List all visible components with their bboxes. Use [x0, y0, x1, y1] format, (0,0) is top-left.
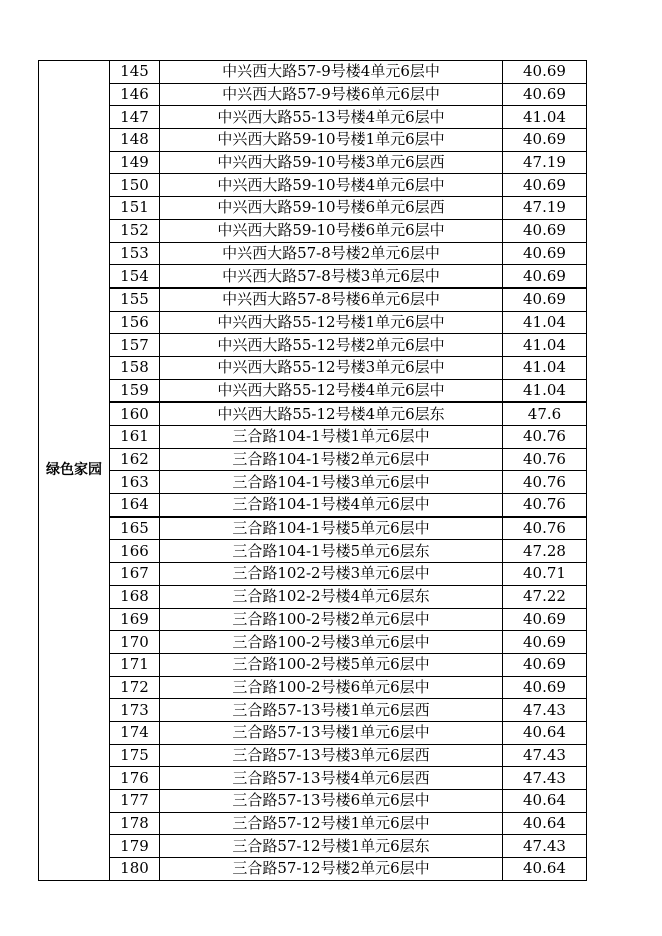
- address-cell: 三合路57-13号楼1单元6层西: [160, 699, 503, 722]
- group-label-cell: 绿色家园: [39, 61, 110, 881]
- area-cell: 47.22: [503, 585, 587, 608]
- row-number-cell: 167: [110, 563, 160, 586]
- area-cell: 40.64: [503, 812, 587, 835]
- table-row: [39, 858, 587, 881]
- row-number-cell: 158: [110, 356, 160, 379]
- area-cell: 40.69: [503, 174, 587, 197]
- row-number-cell: 156: [110, 311, 160, 334]
- area-cell: 40.64: [503, 858, 587, 881]
- area-cell: 47.19: [503, 151, 587, 174]
- row-number-cell: 148: [110, 129, 160, 152]
- table-body: [39, 61, 587, 881]
- area-cell: 40.69: [503, 61, 587, 84]
- address-cell: 三合路104-1号楼2单元6层中: [160, 448, 503, 471]
- address-cell: 三合路104-1号楼3单元6层中: [160, 471, 503, 494]
- table-row: [39, 448, 587, 471]
- area-cell: 40.64: [503, 790, 587, 813]
- address-cell: 三合路104-1号楼4单元6层中: [160, 494, 503, 517]
- area-cell: 40.69: [503, 129, 587, 152]
- area-cell: 40.76: [503, 448, 587, 471]
- address-cell: 三合路57-13号楼4单元6层西: [160, 767, 503, 790]
- area-cell: 40.69: [503, 83, 587, 106]
- row-number-cell: 154: [110, 265, 160, 288]
- area-cell: 41.04: [503, 311, 587, 334]
- table-row: [39, 174, 587, 197]
- address-cell: 中兴西大路55-12号楼4单元6层东: [160, 402, 503, 425]
- table-row: [39, 767, 587, 790]
- row-number-cell: 153: [110, 242, 160, 265]
- area-cell: 40.69: [503, 288, 587, 311]
- address-cell: 中兴西大路57-8号楼6单元6层中: [160, 288, 503, 311]
- address-cell: 三合路100-2号楼5单元6层中: [160, 653, 503, 676]
- address-cell: 中兴西大路59-10号楼6单元6层西: [160, 197, 503, 220]
- area-cell: 40.76: [503, 517, 587, 540]
- address-cell: 三合路104-1号楼1单元6层中: [160, 426, 503, 449]
- table-row: [39, 356, 587, 379]
- area-cell: 40.64: [503, 721, 587, 744]
- table-row: [39, 242, 587, 265]
- area-cell: 40.76: [503, 426, 587, 449]
- table-row: [39, 265, 587, 288]
- table-row: [39, 311, 587, 334]
- address-cell: 三合路102-2号楼4单元6层东: [160, 585, 503, 608]
- address-cell: 中兴西大路55-13号楼4单元6层中: [160, 106, 503, 129]
- address-cell: 三合路57-13号楼6单元6层中: [160, 790, 503, 813]
- table-row: [39, 540, 587, 563]
- address-cell: 三合路102-2号楼3单元6层中: [160, 563, 503, 586]
- row-number-cell: 159: [110, 379, 160, 402]
- row-number-cell: 151: [110, 197, 160, 220]
- address-cell: 三合路100-2号楼2单元6层中: [160, 608, 503, 631]
- area-cell: 40.76: [503, 494, 587, 517]
- area-cell: 41.04: [503, 106, 587, 129]
- address-cell: 三合路57-12号楼1单元6层中: [160, 812, 503, 835]
- table-row: [39, 426, 587, 449]
- table-row: [39, 721, 587, 744]
- row-number-cell: 175: [110, 744, 160, 767]
- table-row: [39, 197, 587, 220]
- address-cell: 中兴西大路59-10号楼1单元6层中: [160, 129, 503, 152]
- row-number-cell: 155: [110, 288, 160, 311]
- address-cell: 三合路57-13号楼3单元6层西: [160, 744, 503, 767]
- area-cell: 47.43: [503, 744, 587, 767]
- row-number-cell: 152: [110, 219, 160, 242]
- row-number-cell: 174: [110, 721, 160, 744]
- address-cell: 三合路57-12号楼1单元6层东: [160, 835, 503, 858]
- table-row: [39, 61, 587, 84]
- row-number-cell: 172: [110, 676, 160, 699]
- row-number-cell: 164: [110, 494, 160, 517]
- row-number-cell: 149: [110, 151, 160, 174]
- address-cell: 中兴西大路59-10号楼6单元6层中: [160, 219, 503, 242]
- table-row: [39, 106, 587, 129]
- address-cell: 中兴西大路57-8号楼3单元6层中: [160, 265, 503, 288]
- address-cell: 中兴西大路55-12号楼2单元6层中: [160, 334, 503, 357]
- table-row: [39, 744, 587, 767]
- table-row: [39, 812, 587, 835]
- row-number-cell: 169: [110, 608, 160, 631]
- table-row: [39, 83, 587, 106]
- address-cell: 中兴西大路55-12号楼1单元6层中: [160, 311, 503, 334]
- row-number-cell: 166: [110, 540, 160, 563]
- area-cell: 40.69: [503, 242, 587, 265]
- area-cell: 40.69: [503, 219, 587, 242]
- area-cell: 40.69: [503, 608, 587, 631]
- address-cell: 中兴西大路59-10号楼3单元6层西: [160, 151, 503, 174]
- address-cell: 中兴西大路55-12号楼4单元6层中: [160, 379, 503, 402]
- address-cell: 中兴西大路57-9号楼6单元6层中: [160, 83, 503, 106]
- row-number-cell: 165: [110, 517, 160, 540]
- row-number-cell: 146: [110, 83, 160, 106]
- address-cell: 中兴西大路59-10号楼4单元6层中: [160, 174, 503, 197]
- address-cell: 三合路100-2号楼6单元6层中: [160, 676, 503, 699]
- row-number-cell: 162: [110, 448, 160, 471]
- area-cell: 40.71: [503, 563, 587, 586]
- row-number-cell: 177: [110, 790, 160, 813]
- area-cell: 47.19: [503, 197, 587, 220]
- table-row: [39, 471, 587, 494]
- address-cell: 中兴西大路57-8号楼2单元6层中: [160, 242, 503, 265]
- table-row: [39, 288, 587, 311]
- row-number-cell: 173: [110, 699, 160, 722]
- address-cell: 三合路104-1号楼5单元6层东: [160, 540, 503, 563]
- address-cell: 三合路104-1号楼5单元6层中: [160, 517, 503, 540]
- area-cell: 47.43: [503, 767, 587, 790]
- area-cell: 41.04: [503, 356, 587, 379]
- table-row: [39, 517, 587, 540]
- row-number-cell: 179: [110, 835, 160, 858]
- area-cell: 40.69: [503, 631, 587, 654]
- row-number-cell: 160: [110, 402, 160, 425]
- row-number-cell: 163: [110, 471, 160, 494]
- table-row: [39, 835, 587, 858]
- housing-table: [38, 60, 587, 881]
- table-row: [39, 585, 587, 608]
- table-row: [39, 334, 587, 357]
- area-cell: 40.76: [503, 471, 587, 494]
- row-number-cell: 145: [110, 61, 160, 84]
- table-row: [39, 219, 587, 242]
- table-row: [39, 151, 587, 174]
- area-cell: 40.69: [503, 265, 587, 288]
- row-number-cell: 176: [110, 767, 160, 790]
- address-cell: 中兴西大路57-9号楼4单元6层中: [160, 61, 503, 84]
- area-cell: 40.69: [503, 653, 587, 676]
- table-row: [39, 402, 587, 425]
- area-cell: 41.04: [503, 379, 587, 402]
- address-cell: 三合路57-13号楼1单元6层中: [160, 721, 503, 744]
- row-number-cell: 161: [110, 426, 160, 449]
- area-cell: 40.69: [503, 676, 587, 699]
- row-number-cell: 168: [110, 585, 160, 608]
- address-cell: 三合路57-12号楼2单元6层中: [160, 858, 503, 881]
- table-row: [39, 790, 587, 813]
- table-row: [39, 653, 587, 676]
- area-cell: 47.6: [503, 402, 587, 425]
- address-cell: 三合路100-2号楼3单元6层中: [160, 631, 503, 654]
- row-number-cell: 171: [110, 653, 160, 676]
- area-cell: 47.43: [503, 835, 587, 858]
- table-row: [39, 699, 587, 722]
- table-row: [39, 631, 587, 654]
- area-cell: 47.28: [503, 540, 587, 563]
- table-row: [39, 563, 587, 586]
- table-row: [39, 129, 587, 152]
- table-row: [39, 494, 587, 517]
- row-number-cell: 170: [110, 631, 160, 654]
- row-number-cell: 147: [110, 106, 160, 129]
- area-cell: 41.04: [503, 334, 587, 357]
- table-row: [39, 379, 587, 402]
- address-cell: 中兴西大路55-12号楼3单元6层中: [160, 356, 503, 379]
- table-row: [39, 676, 587, 699]
- area-cell: 47.43: [503, 699, 587, 722]
- table-row: [39, 608, 587, 631]
- row-number-cell: 150: [110, 174, 160, 197]
- row-number-cell: 178: [110, 812, 160, 835]
- row-number-cell: 157: [110, 334, 160, 357]
- row-number-cell: 180: [110, 858, 160, 881]
